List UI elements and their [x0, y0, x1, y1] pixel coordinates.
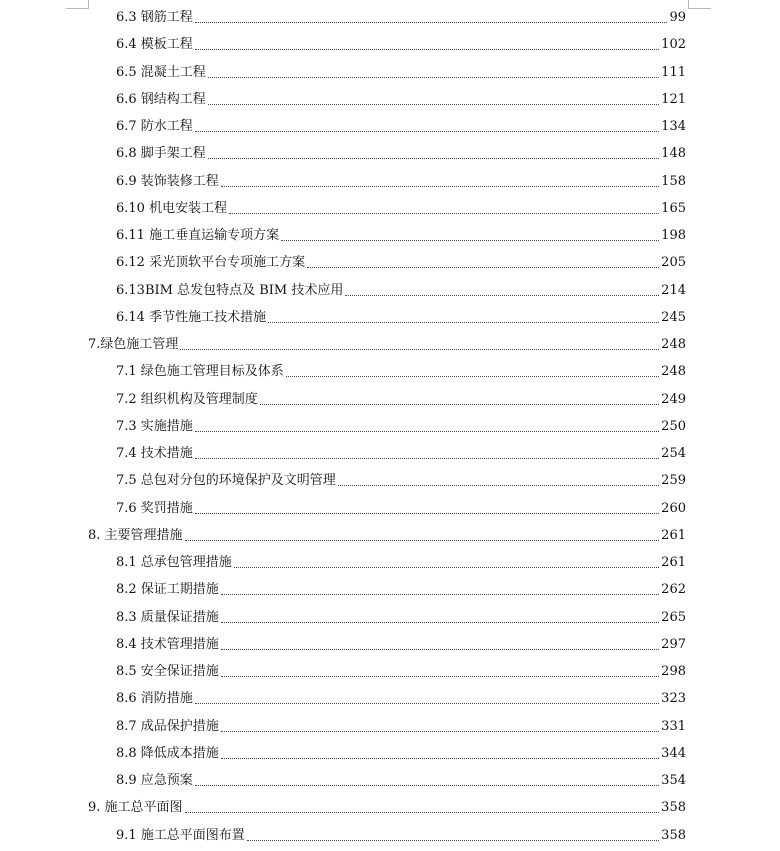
- toc-entry-title: 7.5 总包对分包的环境保护及文明管理: [116, 473, 336, 489]
- toc-page-number: 358: [661, 800, 686, 816]
- toc-page-number: 248: [661, 364, 686, 380]
- toc-section-entry[interactable]: [0, 767, 780, 794]
- toc-dot-leader: [338, 485, 659, 486]
- toc-section-entry[interactable]: [0, 222, 780, 249]
- toc-dot-leader: [195, 513, 659, 514]
- toc-dot-leader: [260, 404, 659, 405]
- toc-dot-leader: [195, 431, 659, 432]
- toc-dot-leader: [195, 22, 668, 23]
- toc-dot-leader: [247, 840, 659, 841]
- toc-page-number: 121: [661, 91, 686, 107]
- toc-chapter-entry[interactable]: [0, 794, 780, 821]
- toc-page-number: 245: [661, 309, 686, 325]
- toc-section-entry[interactable]: [0, 413, 780, 440]
- toc-section-entry[interactable]: [0, 604, 780, 631]
- toc-entry-title: 7.3 实施措施: [116, 418, 193, 434]
- toc-entry-title: 7.2 组织机构及管理制度: [116, 391, 258, 407]
- toc-entry-title: 6.8 脚手架工程: [116, 146, 206, 162]
- toc-dot-leader: [345, 295, 659, 296]
- toc-dot-leader: [180, 349, 659, 350]
- toc-entry-title: 9.1 施工总平面图布置: [116, 827, 245, 843]
- toc-page-number: 205: [661, 255, 686, 271]
- toc-page-number: 323: [661, 691, 686, 707]
- toc-entry-title: 6.7 防水工程: [116, 119, 193, 135]
- toc-page-number: 254: [661, 446, 686, 462]
- toc-section-entry[interactable]: [0, 576, 780, 603]
- toc-page-number: 261: [661, 555, 686, 571]
- toc-section-entry[interactable]: [0, 631, 780, 658]
- toc-page-number: 134: [661, 119, 686, 135]
- toc-page-number: 331: [661, 718, 686, 734]
- toc-dot-leader: [221, 594, 659, 595]
- toc-section-entry[interactable]: [0, 140, 780, 167]
- toc-section-entry[interactable]: [0, 304, 780, 331]
- toc-entry-title: 7.6 奖罚措施: [116, 500, 193, 516]
- toc-entry-title: 8.4 技术管理措施: [116, 636, 219, 652]
- toc-entry-title: 9. 施工总平面图: [88, 800, 183, 816]
- toc-dot-leader: [268, 322, 659, 323]
- toc-section-entry[interactable]: [0, 386, 780, 413]
- toc-entry-title: 6.6 钢结构工程: [116, 91, 206, 107]
- toc-page-number: 344: [661, 745, 686, 761]
- toc-page-number: 158: [661, 173, 686, 189]
- toc-dot-leader: [185, 540, 660, 541]
- toc-entry-title: 7.绿色施工管理: [88, 337, 179, 353]
- toc-page-number: 165: [661, 200, 686, 216]
- toc-dot-leader: [234, 567, 659, 568]
- toc-chapter-entry[interactable]: [0, 522, 780, 549]
- toc-section-entry[interactable]: [0, 658, 780, 685]
- toc-entry-title: 6.3 钢筋工程: [116, 10, 193, 26]
- toc-entry-title: 6.13BIM 总发包特点及 BIM 技术应用: [116, 282, 344, 298]
- toc-section-entry[interactable]: [0, 249, 780, 276]
- toc-section-entry[interactable]: [0, 685, 780, 712]
- toc-entry-title: 6.11 施工垂直运输专项方案: [116, 228, 280, 244]
- toc-section-entry[interactable]: [0, 713, 780, 740]
- toc-dot-leader: [221, 649, 659, 650]
- toc-dot-leader: [208, 104, 659, 105]
- toc-section-entry[interactable]: [0, 440, 780, 467]
- toc-entry-title: 8.6 消防措施: [116, 691, 193, 707]
- toc-page-number: 354: [661, 773, 686, 789]
- toc-dot-leader: [281, 240, 659, 241]
- toc-section-entry[interactable]: [0, 467, 780, 494]
- toc-page-number: 214: [661, 282, 686, 298]
- toc-section-entry[interactable]: [0, 86, 780, 113]
- toc-section-entry[interactable]: [0, 168, 780, 195]
- toc-page-number: 248: [661, 337, 686, 353]
- toc-dot-leader: [221, 731, 659, 732]
- table-of-contents: [0, 4, 780, 849]
- toc-dot-leader: [195, 131, 659, 132]
- toc-page-number: 260: [661, 500, 686, 516]
- toc-entry-title: 6.5 混凝土工程: [116, 64, 206, 80]
- toc-entry-title: 6.4 模板工程: [116, 37, 193, 53]
- toc-dot-leader: [221, 622, 659, 623]
- toc-dot-leader: [229, 213, 659, 214]
- toc-page-number: 249: [661, 391, 686, 407]
- toc-dot-leader: [208, 77, 659, 78]
- toc-page-number: 99: [669, 10, 686, 26]
- toc-page-number: 198: [661, 228, 686, 244]
- toc-section-entry[interactable]: [0, 113, 780, 140]
- toc-section-entry[interactable]: [0, 195, 780, 222]
- toc-entry-title: 8.8 降低成本措施: [116, 745, 219, 761]
- toc-entry-title: 6.14 季节性施工技术措施: [116, 309, 267, 325]
- toc-entry-title: 8.3 质量保证措施: [116, 609, 219, 625]
- toc-dot-leader: [195, 49, 659, 50]
- toc-page-number: 265: [661, 609, 686, 625]
- toc-entry-title: 6.9 装饰装修工程: [116, 173, 219, 189]
- toc-chapter-entry[interactable]: [0, 331, 780, 358]
- toc-page-number: 358: [661, 827, 686, 843]
- toc-dot-leader: [195, 703, 659, 704]
- toc-section-entry[interactable]: [0, 740, 780, 767]
- toc-entry-title: 8.7 成品保护措施: [116, 718, 219, 734]
- toc-dot-leader: [221, 676, 659, 677]
- toc-page-number: 259: [661, 473, 686, 489]
- toc-section-entry[interactable]: [0, 549, 780, 576]
- toc-section-entry[interactable]: [0, 31, 780, 58]
- toc-entry-title: 6.10 机电安装工程: [116, 200, 228, 216]
- toc-section-entry[interactable]: [0, 4, 780, 31]
- toc-page-number: 148: [661, 146, 686, 162]
- toc-section-entry[interactable]: [0, 822, 780, 849]
- toc-dot-leader: [208, 158, 659, 159]
- toc-dot-leader: [307, 267, 659, 268]
- toc-section-entry[interactable]: [0, 358, 780, 385]
- toc-page-number: 111: [661, 64, 686, 80]
- toc-entry-title: 8.9 应急预案: [116, 773, 193, 789]
- toc-entry-title: 7.1 绿色施工管理目标及体系: [116, 364, 284, 380]
- toc-entry-title: 8.2 保证工期措施: [116, 582, 219, 598]
- toc-dot-leader: [286, 376, 659, 377]
- toc-section-entry[interactable]: [0, 277, 780, 304]
- toc-page-number: 297: [661, 636, 686, 652]
- toc-page-number: 298: [661, 664, 686, 680]
- toc-dot-leader: [221, 186, 659, 187]
- toc-dot-leader: [195, 785, 659, 786]
- toc-page-number: 102: [661, 37, 686, 53]
- toc-dot-leader: [195, 458, 659, 459]
- toc-section-entry[interactable]: [0, 495, 780, 522]
- toc-page-number: 261: [661, 527, 686, 543]
- toc-page-number: 250: [661, 418, 686, 434]
- toc-dot-leader: [185, 812, 660, 813]
- toc-entry-title: 8. 主要管理措施: [88, 527, 183, 543]
- toc-entry-title: 8.5 安全保证措施: [116, 664, 219, 680]
- toc-entry-title: 8.1 总承包管理措施: [116, 555, 232, 571]
- toc-entry-title: 6.12 采光顶软平台专项施工方案: [116, 255, 306, 271]
- toc-page-number: 262: [661, 582, 686, 598]
- toc-entry-title: 7.4 技术措施: [116, 446, 193, 462]
- toc-dot-leader: [221, 758, 659, 759]
- toc-section-entry[interactable]: [0, 59, 780, 86]
